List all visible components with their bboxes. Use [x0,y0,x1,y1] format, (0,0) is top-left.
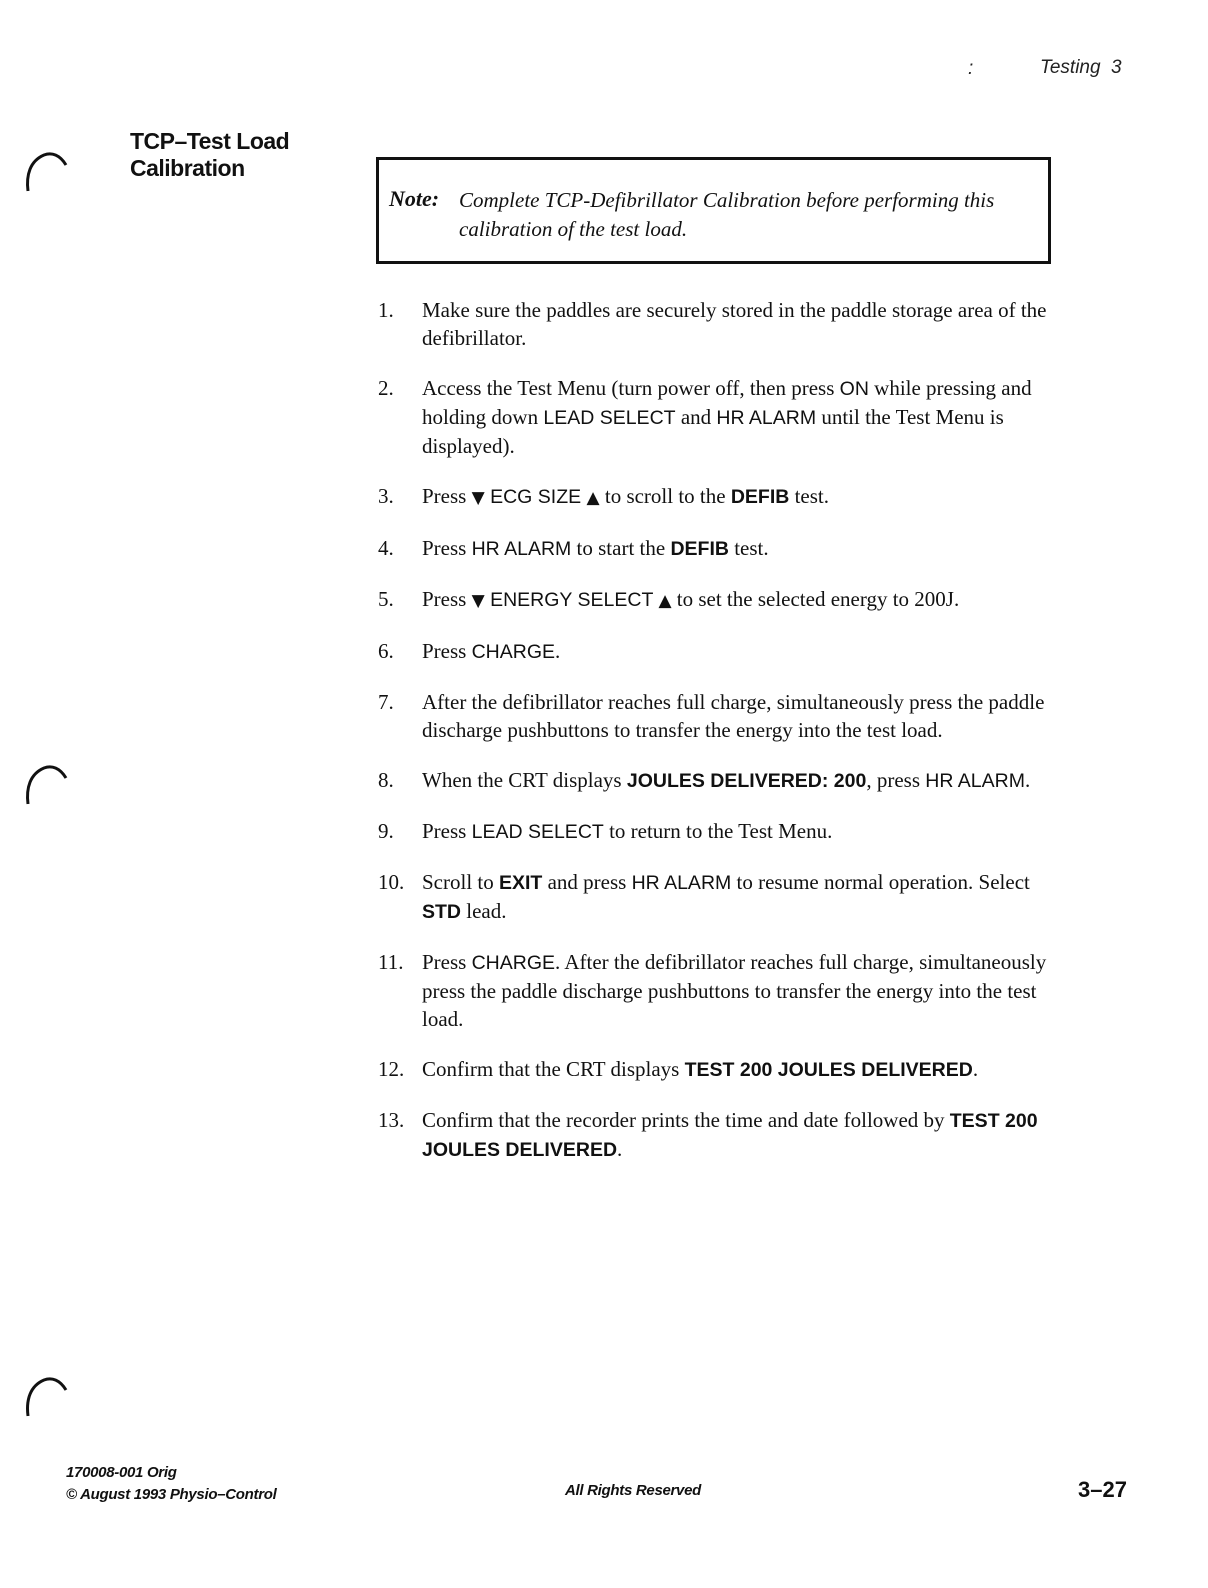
step-text [422,868,1062,926]
section-title-line: Calibration [130,155,245,181]
step-text-run: HR ALARM [631,872,732,894]
note-text: Complete TCP-Defibrillator Calibration before performing this calibration of the test load. [459,188,995,241]
step-number: 13. [378,1108,405,1132]
step-text-run: CHARGE [471,641,556,663]
step-text-run: to resume normal operation. Select [731,870,1030,894]
step-number: 12. [378,1057,405,1081]
step-number: 5. [378,587,394,611]
step-text-run: Press [422,950,472,974]
doc-number: 170008-001 Orig [66,1464,177,1481]
step-text-run: Make sure the paddles are securely stored in the paddle storage area of the defibrillator. [422,298,1047,350]
section-title [130,128,350,182]
step-text-run: STD [422,901,461,923]
step-text-run: DEFIB [670,538,729,560]
step-number: 4. [378,536,394,560]
list-item [378,296,1068,352]
list-item [378,374,1068,460]
list-item [378,766,1068,795]
rights-text: All Rights Reserved [565,1482,702,1499]
section-title-line: TCP–Test Load [130,128,290,154]
list-item [378,1106,1068,1164]
triangle-up-icon: ▲ [586,488,600,508]
header-dot-mark: : [968,58,974,79]
step-text [422,688,1062,744]
step-text-run: Press [422,484,472,508]
step-text-run: test. [789,484,830,508]
procedure-steps-list [378,296,1068,1186]
step-text-run: JOULES DELIVERED: 200 [626,770,867,792]
step-text [422,766,1062,795]
step-number: 8. [378,768,394,792]
note-label: Note: [389,186,440,211]
step-text-run: to start the [571,536,671,560]
triangle-down-icon: ▼ [471,488,485,508]
list-item [378,817,1068,846]
step-text [422,948,1062,1033]
step-text-run: After the defibrillator reaches full charge, simultaneously press the paddle discharge pushbuttons to transfer the energy into the test load. [422,690,1045,742]
step-text [422,534,1062,563]
step-number: 7. [378,690,394,714]
step-text-run: LEAD SELECT [543,407,676,429]
step-text-run: to set the selected energy to 200J. [671,587,960,611]
step-text-run: . [1024,768,1031,792]
step-text-run: to return to the Test Menu. [603,819,833,843]
step-number: 9. [378,819,394,843]
list-item [378,1055,1068,1084]
page-number: 3–27 [1078,1477,1127,1502]
step-text-run: HR ALARM [716,407,817,429]
step-text-run: Press [422,587,472,611]
list-item [378,688,1068,744]
footer-left [66,1462,276,1506]
step-text-run: HR ALARM [925,770,1025,792]
step-text-run: Confirm that the CRT displays [422,1057,685,1081]
step-text-run: When the CRT displays [422,768,627,792]
step-text-run: . [617,1137,623,1161]
step-text-run: Scroll to [422,870,499,894]
step-text-run: Confirm that the recorder prints the time and date followed by [422,1108,950,1132]
note-box [376,157,1051,264]
list-item [378,637,1068,666]
step-text [422,637,1062,666]
step-text [422,296,1062,352]
step-text-run: to scroll to the [599,484,731,508]
step-number: 3. [378,484,394,508]
step-text [422,374,1062,460]
step-text-run: while pressing and holding down [422,376,1032,429]
step-number: 11. [378,950,404,974]
step-text-run: . [555,639,561,663]
step-text-run: Press [422,536,472,560]
step-text-run: EXIT [499,872,543,894]
step-text-run: and press [542,870,632,894]
step-text-run: until the Test Menu is displayed). [422,405,1004,458]
list-item [378,482,1068,512]
step-text-run: Press [422,819,472,843]
step-text [422,482,1062,512]
step-text-run: test. [728,536,769,560]
step-number: 10. [378,870,405,894]
step-text-run: DEFIB [730,486,790,508]
binder-hole-mark-icon [22,145,72,195]
step-text-run: , press [866,768,926,792]
binder-hole-mark-icon [22,758,72,808]
step-text [422,1106,1062,1164]
step-text-run: TEST 200 JOULES DELIVERED [684,1059,973,1081]
triangle-down-icon: ▼ [471,591,485,611]
step-text-run: and [675,405,717,429]
step-text-run: CHARGE [471,952,556,974]
list-item [378,585,1068,615]
step-number: 6. [378,639,394,663]
step-text-run: . After the defibrillator reaches full charge, simultaneously press the paddle discharge pushbuttons to transfer the energy into the test load. [422,950,1047,1031]
step-text-run: ECG SIZE [484,486,587,508]
step-text-run: HR ALARM [471,538,572,560]
step-text-run: TEST 200 JOULES DELIVERED [422,1110,1038,1161]
copyright: © August 1993 Physio–Control [66,1486,277,1503]
step-text-run: . [972,1057,979,1081]
step-text [422,585,1062,615]
step-number: 1. [378,298,394,322]
header-title: Testing [1040,57,1101,78]
step-text-run: LEAD SELECT [471,821,604,843]
binder-hole-mark-icon [22,1370,72,1420]
step-text-run: Press [422,639,472,663]
step-text-run: Access the Test Menu (turn power off, then press [422,376,840,400]
list-item [378,868,1068,926]
step-text [422,1055,1062,1084]
step-number: 2. [378,376,394,400]
step-text [422,817,1062,846]
list-item [378,534,1068,563]
list-item [378,948,1068,1033]
step-text-run: ENERGY SELECT [484,589,659,611]
triangle-up-icon: ▲ [658,591,672,611]
step-text-run: lead. [461,899,507,923]
header-chapter: 3 [1111,57,1122,78]
step-text-run: ON [839,378,869,400]
